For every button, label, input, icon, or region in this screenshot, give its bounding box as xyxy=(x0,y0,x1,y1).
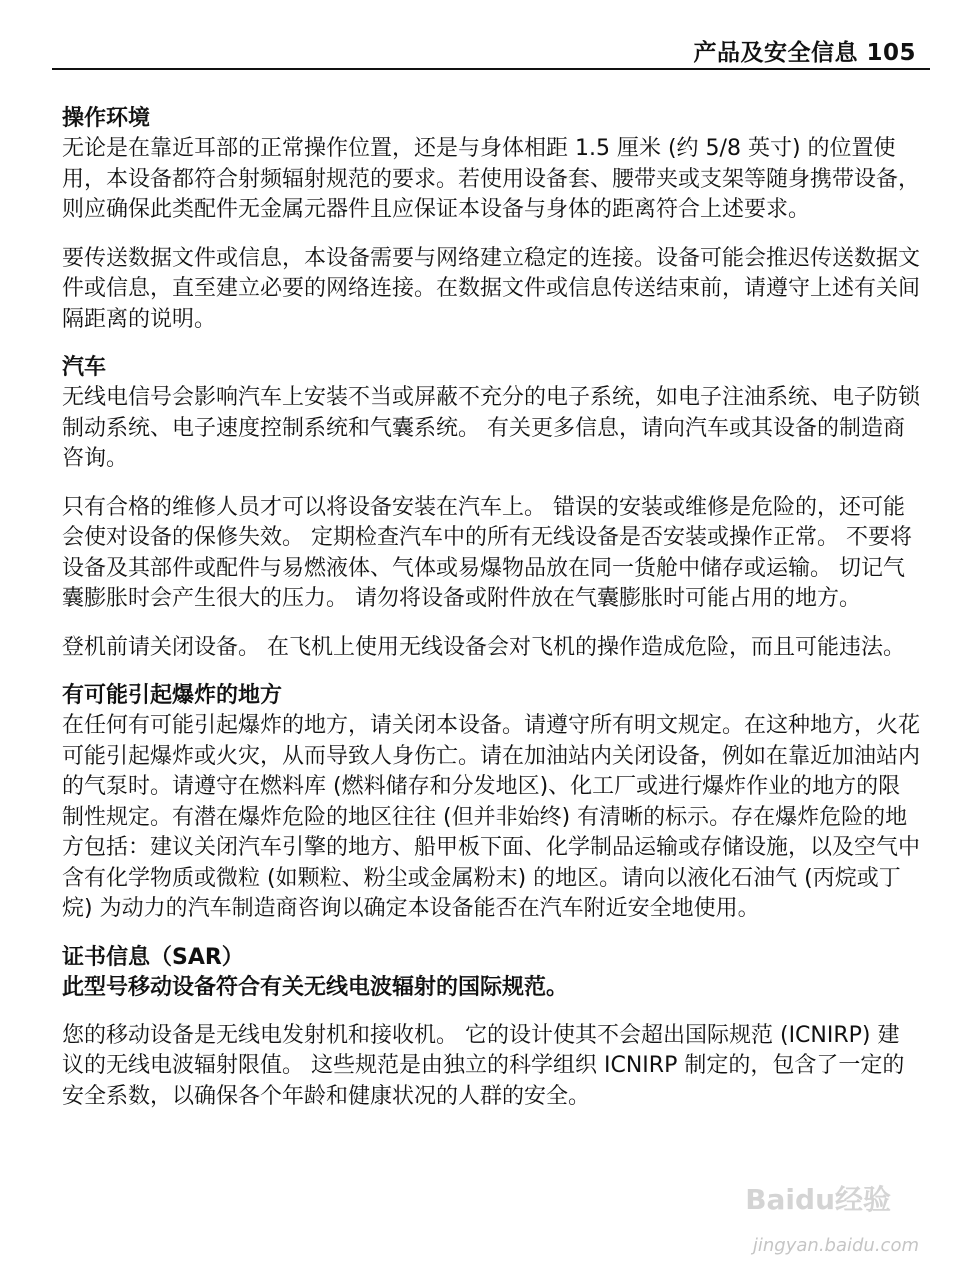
section-heading: 操作环境 xyxy=(62,106,151,131)
section-explosive-areas xyxy=(62,681,920,925)
page-header xyxy=(52,28,930,70)
paragraph: 无论是在靠近耳部的正常操作位置，还是与身体相距 1.5 厘米 (约 5/8 英寸) 的位置使用，本设备都符合射频辐射规范的要求。若使用设备套、腰带夹或支架等随身携带设备，则应确保此类配件无金属元器件且应保证本设备与身体的距离符合上述要求。 xyxy=(62,136,921,222)
page-title: 产品及安全信息 105 xyxy=(693,40,916,66)
baidu-logo-icon: Baidu经验 xyxy=(745,1183,891,1216)
section-operating-environment xyxy=(62,104,920,335)
paragraph: 只有合格的维修人员才可以将设备安装在汽车上。 错误的安装或维修是危险的，还可能会使对设备的保修失效。 定期检查汽车中的所有无线设备是否安装或操作正常。 不要将设备及其部件或配件与易燃液体、气体或易爆物品放在同一货舱中储存或运输。 切记气囊膨胀时会产生很大的压力。 请勿将设备或附件放在气囊膨胀时可能占用的地方。 xyxy=(62,494,912,611)
watermark xyxy=(679,1178,919,1258)
document-body xyxy=(62,104,920,1112)
section-heading: 有可能引起爆炸的地方 xyxy=(62,683,283,708)
paragraph: 您的移动设备是无线电发射机和接收机。 它的设计使其不会超出国际规范 (ICNIRP) 建议的无线电波辐射限值。 这些规范是由独立的科学组织 ICNIRP 制定的，包含了一定的安全系数，以确保各个年龄和健康状况的人群的安全。 xyxy=(62,1022,905,1109)
section-heading: 汽车 xyxy=(62,355,107,380)
section-heading: 证书信息（SAR） xyxy=(62,944,244,970)
section-sar xyxy=(62,943,920,1113)
paragraph: 登机前请关闭设备。 在飞机上使用无线设备会对飞机的操作造成危险，而且可能违法。 xyxy=(62,634,905,660)
paragraph: 在任何有可能引起爆炸的地方，请关闭本设备。请遵守所有明文规定。在这种地方，火花可能引起爆炸或火灾，从而导致人身伤亡。请在加油站内关闭设备，例如在靠近加油站内的气泵时。请遵守在燃料库 (燃料储存和分发地区)、化工厂或进行爆炸作业的地方的限制性规定。有潜在爆炸危险的地区往往 (但并非始终) 有清晰的标示。存在爆炸危险的地方包括：建议关闭汽车引擎的地方、船甲板下面、化学制品运输或存储设施，以及空气中含有化学物质或微粒 (如颗粒、粉尘或金属粉末) 的地区。请向以液化石油气 (丙烷或丁烷) 为动力的汽车制造商咨询以确定本设备能否在汽车附近安全地使用。 xyxy=(62,713,921,921)
paragraph: 无线电信号会影响汽车上安装不当或屏蔽不充分的电子系统，如电子注油系统、电子防锁制动系统、电子速度控制系统和气囊系统。 有关更多信息，请向汽车或其设备的制造商咨询。 xyxy=(62,385,921,471)
watermark-url: jingyan.baidu.com xyxy=(752,1235,919,1256)
section-vehicles xyxy=(62,353,920,663)
section-subheading: 此型号移动设备符合有关无线电波辐射的国际规范。 xyxy=(62,974,569,1000)
paragraph: 要传送数据文件或信息，本设备需要与网络建立稳定的连接。设备可能会推迟传送数据文件或信息，直至建立必要的网络连接。在数据文件或信息传送结束前，请遵守上述有关间隔距离的说明。 xyxy=(62,245,921,332)
